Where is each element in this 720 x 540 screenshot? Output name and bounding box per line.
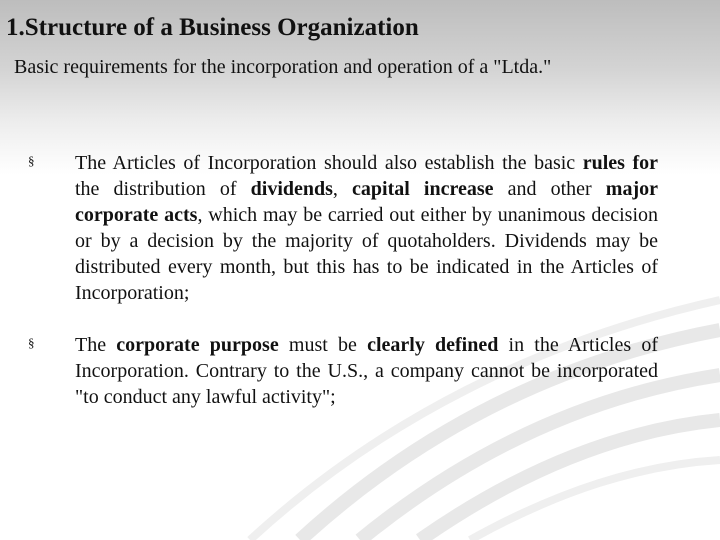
- bold-text-segment: corporate purpose: [116, 334, 279, 356]
- bold-text-segment: major corporate acts: [75, 178, 658, 226]
- text-segment: and other: [493, 178, 606, 200]
- text-segment: the distribution of: [75, 178, 251, 200]
- bullet-item: [28, 332, 658, 410]
- bullet-text: [75, 332, 658, 410]
- text-segment: The Articles of Incorporation should also establish the basic: [75, 152, 583, 174]
- page-title: 1.Structure of a Business Organization: [6, 14, 419, 41]
- page-subtitle: Basic requirements for the incorporation and operation of a "Ltda.": [14, 56, 552, 78]
- text-segment: , which may be carried out either by unanimous decision or by a decision by the majority of quotaholders. Dividends may be distributed every month, but this has to be indicated in the Articles of Incorporation;: [75, 204, 658, 304]
- bold-text-segment: rules for: [582, 152, 658, 174]
- bullet-text: [75, 150, 658, 306]
- bullet-marker: §: [28, 153, 35, 168]
- text-segment: must be: [278, 334, 368, 356]
- bullet-item: [28, 150, 658, 306]
- text-segment: ,: [332, 178, 353, 200]
- bold-text-segment: clearly defined: [367, 334, 499, 356]
- bold-text-segment: dividends: [250, 178, 333, 200]
- bullet-list: [28, 150, 658, 436]
- bullet-marker: §: [28, 335, 35, 350]
- bold-text-segment: capital increase: [352, 178, 494, 200]
- text-segment: The: [75, 334, 117, 356]
- text-segment: in the Articles of Incorporation. Contrary to the U.S., a company cannot be incorporated "to conduct any lawful activity";: [75, 334, 659, 408]
